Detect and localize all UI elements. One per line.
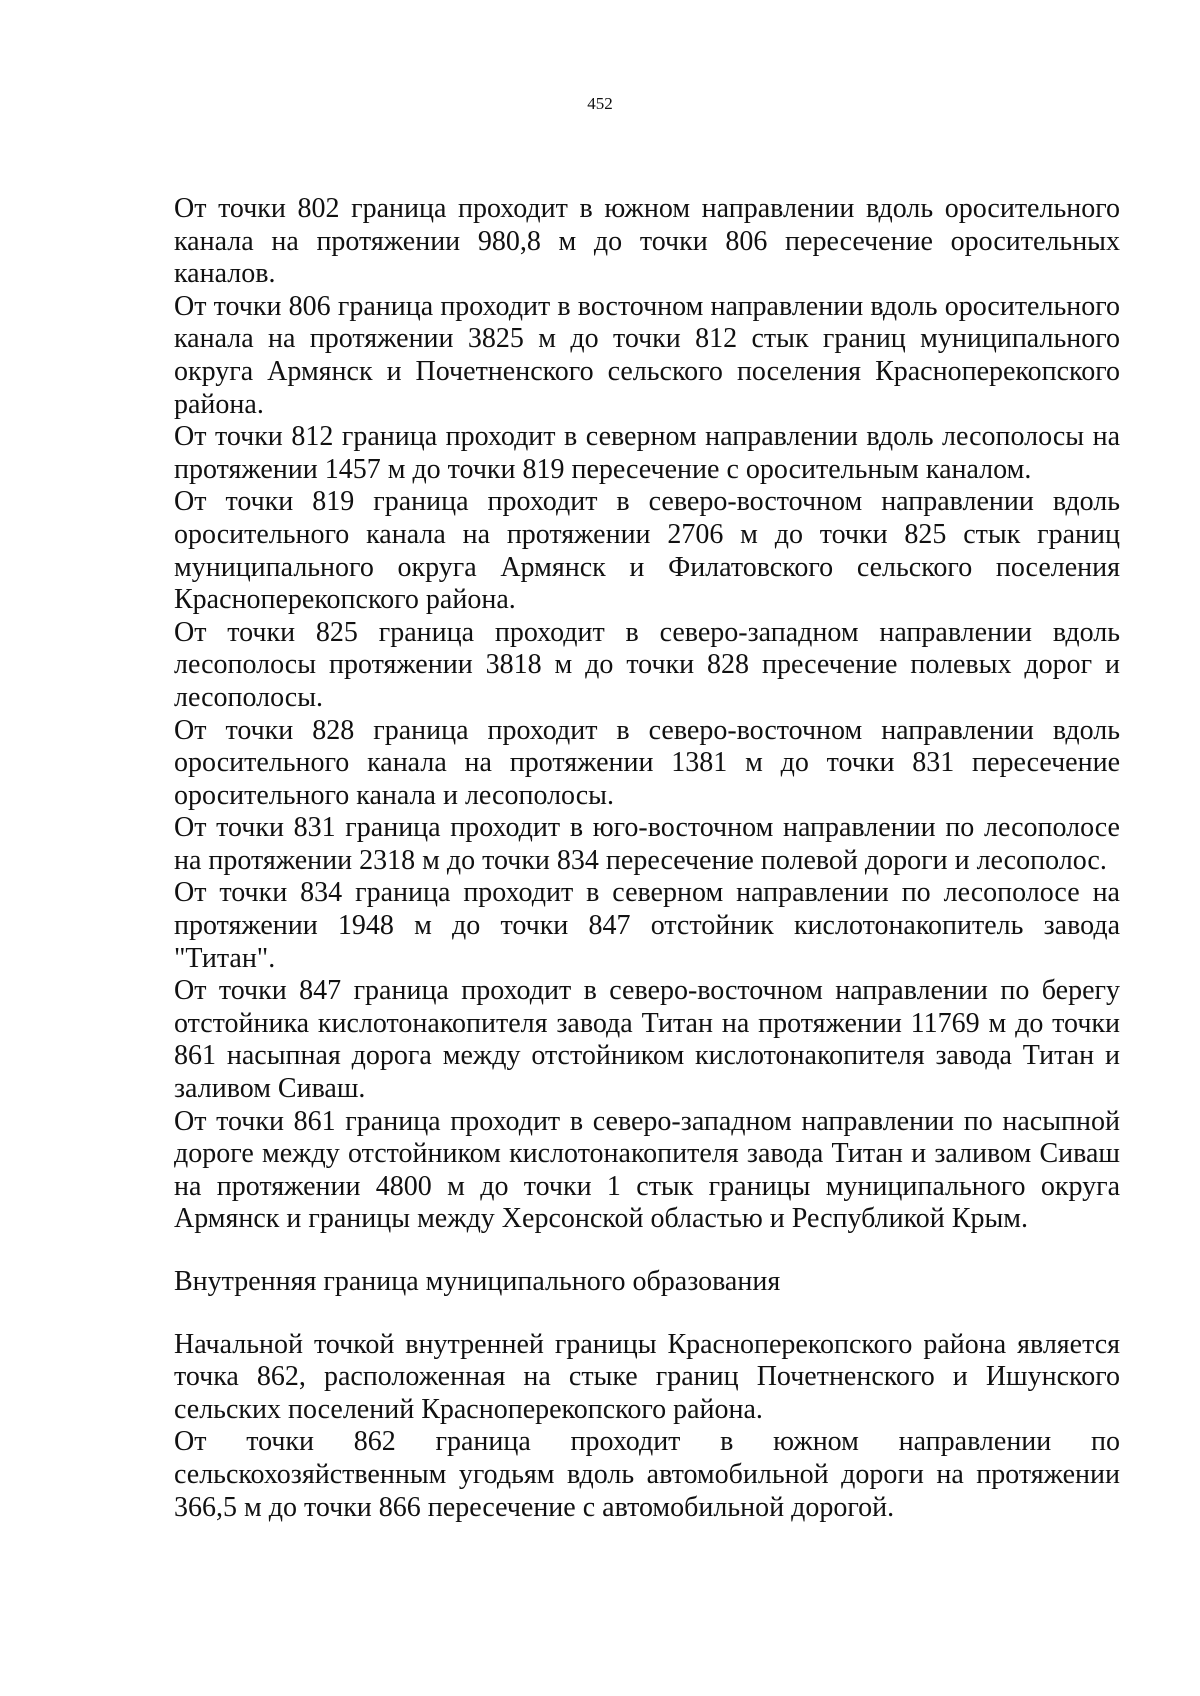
paragraph: От точки 825 граница проходит в северо-западном направлении вдоль лесополосы протяжении 3818 м до точки 828 пресечение полевых дорог и лесополосы. bbox=[174, 616, 1120, 713]
paragraph: От точки 828 граница проходит в северо-восточном направлении вдоль оросительного канала на протяжении 1381 м до точки 831 пересечение оросительного канала и лесополосы. bbox=[174, 714, 1120, 811]
document-body bbox=[174, 193, 1120, 1524]
paragraph: От точки 862 граница проходит в южном направлении по сельскохозяйственным угодьям вдоль автомобильной дороги на протяжении 366,5 м до точки 866 пересечение с автомобильной дорогой. bbox=[174, 1426, 1120, 1523]
paragraph: От точки 847 граница проходит в северо-восточном направлении по берегу отстойника кислотонакопителя завода Титан на протяжении 11769 м до точки 861 насыпная дорога между отстойником кислотонакопителя завода Титан и заливом Сиваш. bbox=[174, 975, 1120, 1105]
paragraph: От точки 831 граница проходит в юго-восточном направлении по лесополосе на протяжении 2318 м до точки 834 пересечение полевой дороги и лесополос. bbox=[174, 812, 1120, 876]
paragraph: От точки 812 граница проходит в северном направлении вдоль лесополосы на протяжении 1457 м до точки 819 пересечение с оросительным каналом. bbox=[174, 421, 1120, 485]
paragraph: От точки 802 граница проходит в южном направлении вдоль оросительного канала на протяжении 980,8 м до точки 806 пересечение оросительных каналов. bbox=[174, 193, 1120, 290]
paragraph: От точки 834 граница проходит в северном направлении по лесополосе на протяжении 1948 м до точки 847 отстойник кислотонакопитель завода "Титан". bbox=[174, 877, 1120, 974]
paragraph: От точки 806 граница проходит в восточном направлении вдоль оросительного канала на протяжении 3825 м до точки 812 стык границ муниципального округа Армянск и Почетненского сельского поселения Красноперекопского района. bbox=[174, 290, 1120, 420]
paragraph: От точки 819 граница проходит в северо-восточном направлении вдоль оросительного канала на протяжении 2706 м до точки 825 стык границ муниципального округа Армянск и Филатовского сельского поселения Красноперекопского района. bbox=[174, 486, 1120, 616]
paragraph: От точки 861 граница проходит в северо-западном направлении по насыпной дороге между отстойником кислотонакопителя завода Титан и заливом Сиваш на протяжении 4800 м до точки 1 стык границы муниципального округа Армянск и границы между Херсонской областью и Республикой Крым. bbox=[174, 1105, 1120, 1235]
section-heading: Внутренняя граница муниципального образования bbox=[174, 1266, 781, 1297]
paragraph: Начальной точкой внутренней границы Красноперекопского района является точка 862, расположенная на стыке границ Почетненского и Ишунского сельских поселений Красноперекопского района. bbox=[174, 1328, 1120, 1425]
page-number: 452 bbox=[587, 94, 613, 113]
